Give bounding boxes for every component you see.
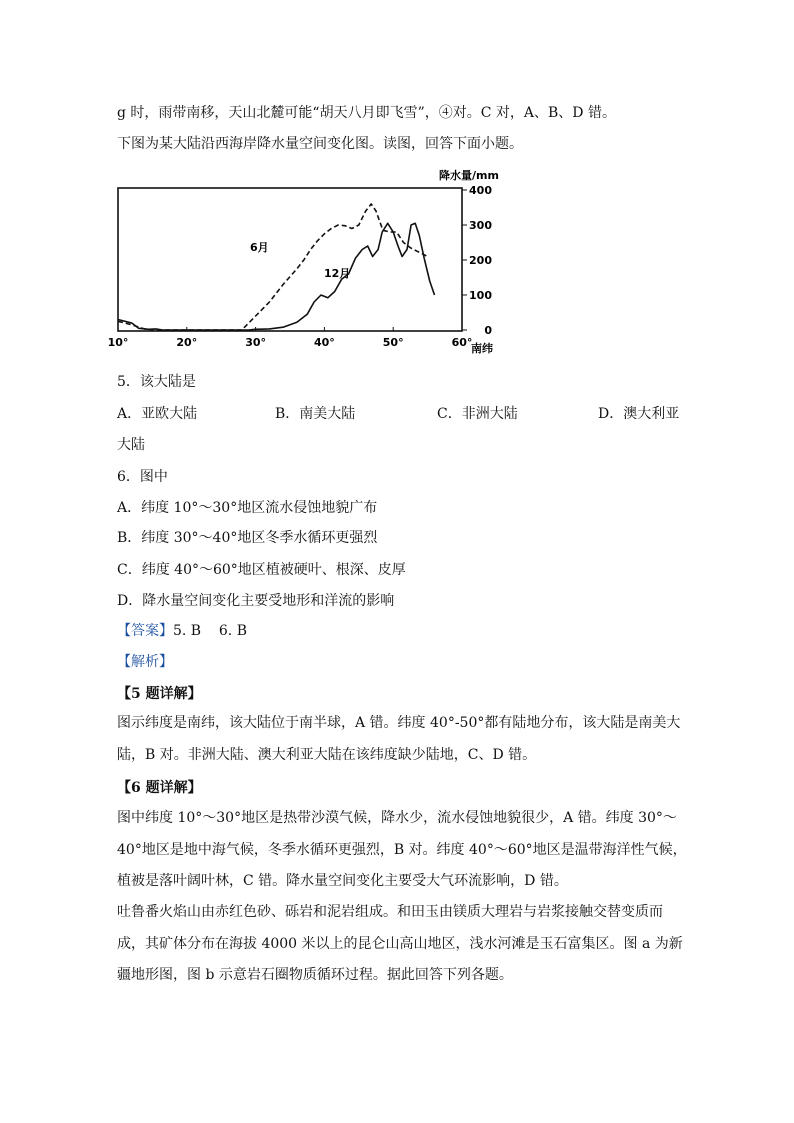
q6-detail-body: 图中纬度 10°～30°地区是热带沙漠气候，降水少，流水侵蚀地貌很少，A 错。纬度 30°～40°地区是地中海气候，冬季水循环更强烈，B 对。纬度 40°～60°地区是温带海洋性气候，植被是落叶阔叶林，C 错。降水量空间变化主要受大气环流影响，D 错。	[117, 810, 687, 889]
series-label-june: 6月	[250, 241, 269, 254]
q6-option-a[interactable]: A．纬度 10°～30°地区流水侵蚀地貌广布	[117, 500, 378, 516]
analysis-tag: 【解析】	[117, 654, 173, 670]
answer-value: 5. B 6. B	[173, 623, 247, 639]
x-tick-label: 50°	[382, 336, 404, 349]
answer-line	[117, 621, 247, 641]
y-tick-label: 300	[469, 219, 492, 232]
x-tick-label: 40°	[313, 336, 335, 349]
y-axis-label: 降水量/mm	[439, 169, 499, 182]
plot-frame	[118, 188, 462, 331]
text-line-2: 下图为某大陆沿西海岸降水量空间变化图。读图，回答下面小题。	[117, 136, 523, 152]
x-axis-label: 南纬	[471, 342, 493, 355]
series-line-june	[118, 204, 428, 330]
x-tick-label: 60°	[451, 336, 473, 349]
y-tick-label: 100	[469, 289, 492, 302]
q5-option-d-continued: 大陆	[117, 437, 145, 453]
q6-stem: 6．图中	[117, 469, 168, 485]
text-line-1: g 时，雨带南移，天山北麓可能“胡天八月即飞雪”，④对。C 对，A、B、D 错。	[117, 105, 616, 121]
x-tick-label: 20°	[176, 336, 198, 349]
q5-detail-title: 【5 题详解】	[117, 686, 202, 702]
q6-option-b[interactable]: B．纬度 30°～40°地区冬季水循环更强烈	[117, 530, 378, 546]
series-label-december: 12月	[324, 267, 351, 280]
y-tick-label: 200	[469, 254, 492, 267]
q5-option-d[interactable]: D．澳大利亚	[598, 406, 680, 422]
precipitation-chart	[108, 160, 508, 356]
q5-option-c[interactable]: C．非洲大陆	[437, 406, 518, 422]
q5-option-b[interactable]: B．南美大陆	[275, 406, 356, 422]
next-passage: 吐鲁番火焰山由赤红色砂、砾岩和泥岩组成。和田玉由镁质大理岩与岩浆接触交替变质而成，其矿体分布在海拔 4000 米以上的昆仑山高山地区，浅水河滩是玉石富集区。图 a 为新疆地形图，图 b 示意岩石圈物质循环过程。据此回答下列各题。	[117, 904, 683, 983]
y-tick-label: 0	[484, 324, 492, 337]
q6-detail-title: 【6 题详解】	[117, 780, 202, 796]
q5-stem: 5．该大陆是	[117, 374, 196, 390]
x-tick-label: 30°	[245, 336, 267, 349]
x-tick-label: 10°	[108, 336, 129, 349]
series-line-december	[118, 223, 435, 330]
y-tick-label: 400	[469, 184, 492, 197]
answer-tag: 【答案】	[117, 623, 173, 639]
q5-detail-body: 图示纬度是南纬，该大陆位于南半球，A 错。纬度 40°-50°都有陆地分布，该大陆是南美大陆，B 对。非洲大陆、澳大利亚大陆在该纬度缺少陆地，C、D 错。	[117, 715, 681, 763]
q5-option-a[interactable]: A．亚欧大陆	[117, 406, 198, 422]
q6-option-c[interactable]: C．纬度 40°～60°地区植被硬叶、根深、皮厚	[117, 562, 406, 578]
q6-option-d[interactable]: D．降水量空间变化主要受地形和洋流的影响	[117, 593, 395, 609]
